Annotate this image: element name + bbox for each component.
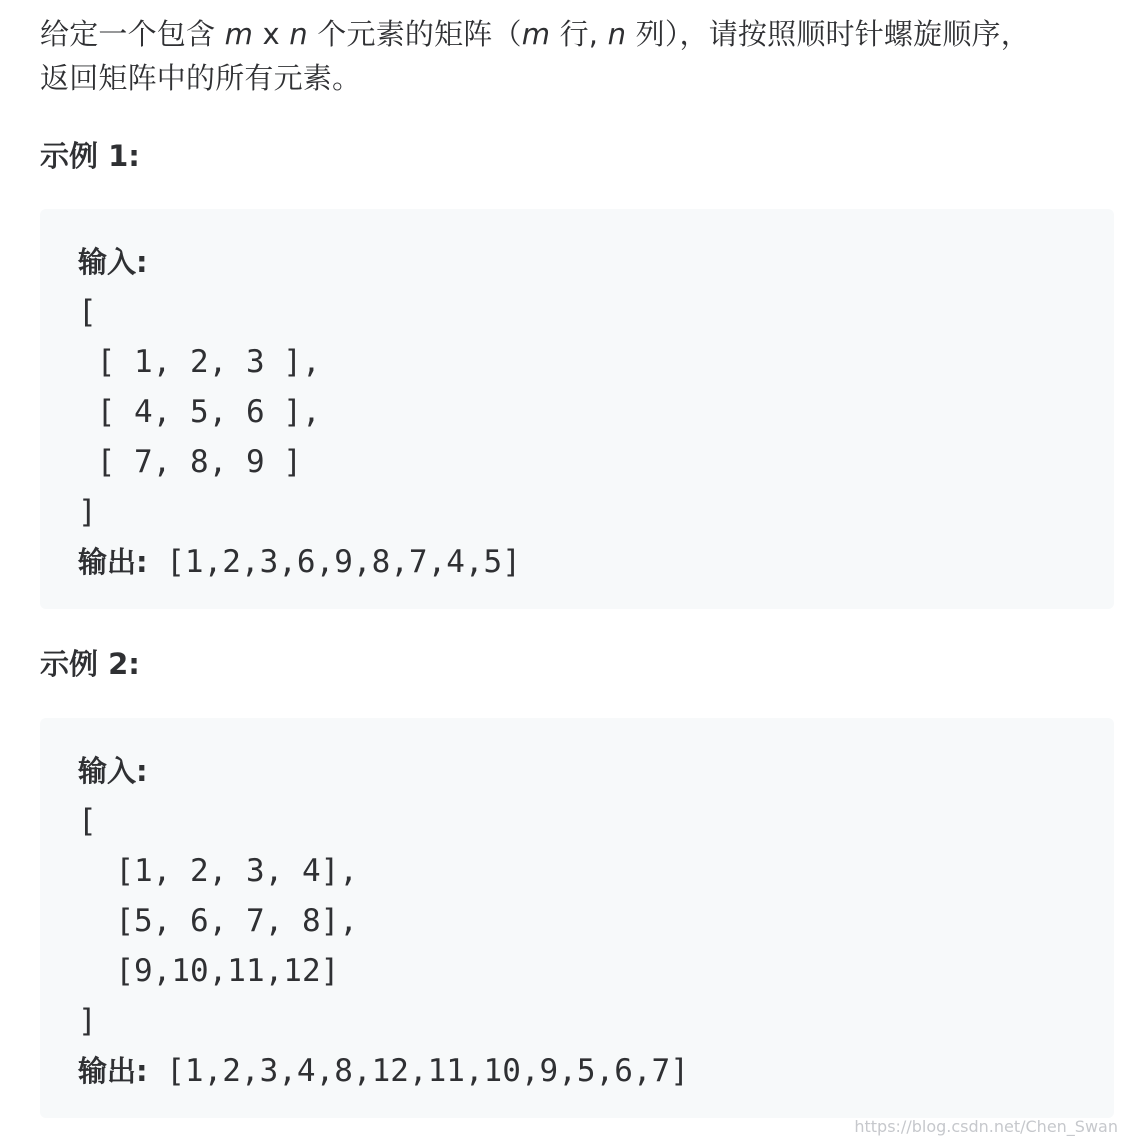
problem-description bbox=[40, 12, 1114, 100]
description-text: 列），请按照顺时针螺旋顺序， bbox=[626, 17, 1030, 51]
output-line bbox=[78, 537, 1076, 587]
input-line bbox=[78, 237, 1076, 287]
description-text: 给定一个包含 bbox=[40, 17, 225, 51]
description-text: 返回矩阵中的所有元素。 bbox=[40, 61, 362, 95]
input-line bbox=[78, 746, 1076, 796]
code-line: [ bbox=[78, 294, 97, 330]
code-line: [ 4, 5, 6 ], bbox=[78, 394, 321, 430]
example-1-code-block bbox=[40, 209, 1114, 609]
code-line: [ bbox=[78, 803, 97, 839]
variable-n: n bbox=[289, 17, 308, 51]
example-2-code-block bbox=[40, 718, 1114, 1118]
description-text: 行, bbox=[550, 17, 608, 51]
code-line: [5, 6, 7, 8], bbox=[78, 903, 358, 939]
description-text: x bbox=[253, 17, 290, 51]
code-line: [ 7, 8, 9 ] bbox=[78, 444, 302, 480]
code-line: [ 1, 2, 3 ], bbox=[78, 344, 321, 380]
output-line bbox=[78, 1046, 1076, 1096]
watermark: https://blog.csdn.net/Chen_Swan bbox=[854, 1117, 1118, 1136]
example-1-heading: 示例 1: bbox=[40, 139, 140, 173]
variable-n: n bbox=[607, 17, 627, 51]
output-value: [1,2,3,6,9,8,7,4,5] bbox=[147, 544, 521, 580]
output-label: 输出: bbox=[78, 545, 148, 579]
output-value: [1,2,3,4,8,12,11,10,9,5,6,7] bbox=[147, 1053, 689, 1089]
description-text: 个元素的矩阵（ bbox=[307, 17, 522, 51]
code-line: ] bbox=[78, 494, 97, 530]
code-line: [9,10,11,12] bbox=[78, 953, 340, 989]
output-label: 输出: bbox=[78, 1054, 148, 1088]
input-label: 输入: bbox=[78, 754, 148, 788]
variable-m: m bbox=[224, 17, 254, 51]
code-line: [1, 2, 3, 4], bbox=[78, 853, 358, 889]
variable-m: m bbox=[521, 17, 551, 51]
code-line: ] bbox=[78, 1003, 97, 1039]
problem-content bbox=[40, 12, 1114, 1089]
example-2-heading: 示例 2: bbox=[40, 647, 140, 681]
input-label: 输入: bbox=[78, 245, 148, 279]
